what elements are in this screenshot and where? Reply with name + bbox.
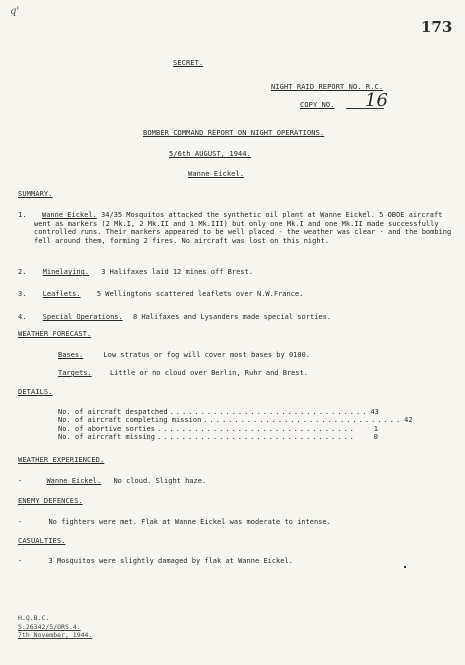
para-1-number: 1. (18, 211, 27, 219)
para-4-number: 4. (18, 313, 27, 321)
para-2-label: Minelaying. (42, 268, 90, 276)
para-3-label: Leaflets. (42, 290, 81, 298)
classification: SECRET. (173, 59, 204, 67)
para-2 (18, 268, 253, 277)
report-title: NIGHT RAID REPORT NO. R.C. (271, 83, 384, 91)
stat-row (58, 416, 413, 425)
forecast-bases (58, 351, 310, 360)
footer-line-2: S.26342/5/ORS.4. (18, 622, 81, 631)
stat-value: 43 (370, 408, 379, 416)
para-3 (18, 290, 303, 299)
forecast-bases-text: Low stratus or fog will cover most bases by 0100. (103, 351, 311, 359)
para-4-text: 8 Halifaxes and Lysanders made special sorties. (132, 313, 332, 321)
copy-number: 16 (365, 90, 388, 111)
footer-line-3: 7th November, 1944. (18, 631, 93, 639)
footer-reference (18, 614, 92, 640)
stat-value: 1 (373, 424, 378, 433)
corner-mark: q' (10, 6, 20, 17)
details-statistics (58, 408, 413, 442)
para-3-text: 5 Wellingtons scattered leaflets over N.W.France. (96, 290, 304, 298)
section-enemy-defences: ENEMY DEFENCES. (18, 497, 83, 505)
para-1-text: 34/35 Mosquitos attacked the synthetic oil plant at Wanne Eickel. 5 OBOE aircraft went as markers (2 Mk.I, 2 Mk.II and 1 Mk.III) but only one Mk.I and one Mk.II made successfully controlled runs. Their markers appeared to be well placed - the weather was clear - and the bombing fell around them, forming 2 fires. No aircraft was lost on this night. (34, 211, 452, 245)
report-date: 5/6th AUGUST, 1944. (169, 150, 251, 158)
forecast-targets (58, 369, 308, 378)
para-4-label: Special Operations. (42, 313, 123, 321)
bullet: - (18, 557, 23, 565)
para-2-text: 3 Halifaxes laid 12 mines off Brest. (101, 268, 253, 276)
para-3-number: 3. (18, 290, 27, 298)
forecast-bases-label: Bases. (58, 351, 84, 359)
bullet: - (18, 518, 23, 526)
stat-leader: ................................ (156, 424, 356, 433)
page-number: 173 (421, 18, 453, 36)
copy-underline (346, 108, 384, 109)
ink-speck (404, 566, 406, 568)
stat-leader: ................................ (203, 416, 403, 425)
section-forecast: WEATHER FORECAST. (18, 330, 92, 338)
forecast-targets-text: Little or no cloud over Berlin, Ruhr and Brest. (109, 369, 309, 377)
enemy-defences-text: No fighters were met. Flak at Wanne Eickel was moderate to intense. (48, 518, 331, 526)
para-1 (34, 211, 456, 245)
stat-value: 0 (373, 433, 378, 442)
stat-label: No. of aircraft missing (58, 433, 155, 442)
stat-value: 42 (404, 416, 413, 425)
weather-experienced-text: No cloud. Slight haze. (113, 477, 207, 485)
weather-experienced (18, 477, 206, 486)
stat-label: No. of aircraft completing mission (58, 416, 202, 425)
forecast-targets-label: Targets. (58, 369, 92, 377)
stat-leader: ................................ (169, 408, 369, 416)
stat-label: No. of abortive sorties (58, 424, 155, 433)
stat-leader: ................................ (156, 433, 356, 442)
stat-row (58, 408, 378, 416)
stat-row (58, 433, 378, 441)
report-heading: BOMBER COMMAND REPORT ON NIGHT OPERATIONS. (143, 129, 325, 137)
stat-label: No. of aircraft despatched (58, 408, 168, 416)
para-1-label: Wanne Eickel. (42, 211, 97, 219)
stat-row (58, 425, 378, 433)
weather-experienced-label: Wanne Eickel. (46, 477, 102, 485)
casualties-text: 3 Mosquitos were slightly damaged by flak at Wanne Eickel. (48, 557, 293, 565)
section-weather-experienced: WEATHER EXPERIENCED. (18, 456, 105, 464)
para-2-number: 2. (18, 268, 27, 276)
casualties (18, 557, 293, 566)
copy-label: COPY NO. (300, 101, 335, 109)
section-details: DETAILS. (18, 388, 53, 396)
section-summary: SUMMARY. (18, 190, 53, 198)
footer-line-1: H.Q.B.C. (18, 614, 50, 622)
section-casualties: CASUALTIES. (18, 537, 66, 545)
para-4 (18, 313, 331, 322)
enemy-defences (18, 518, 331, 527)
target-heading: Wanne Eickel. (188, 170, 245, 178)
bullet: - (18, 477, 23, 485)
